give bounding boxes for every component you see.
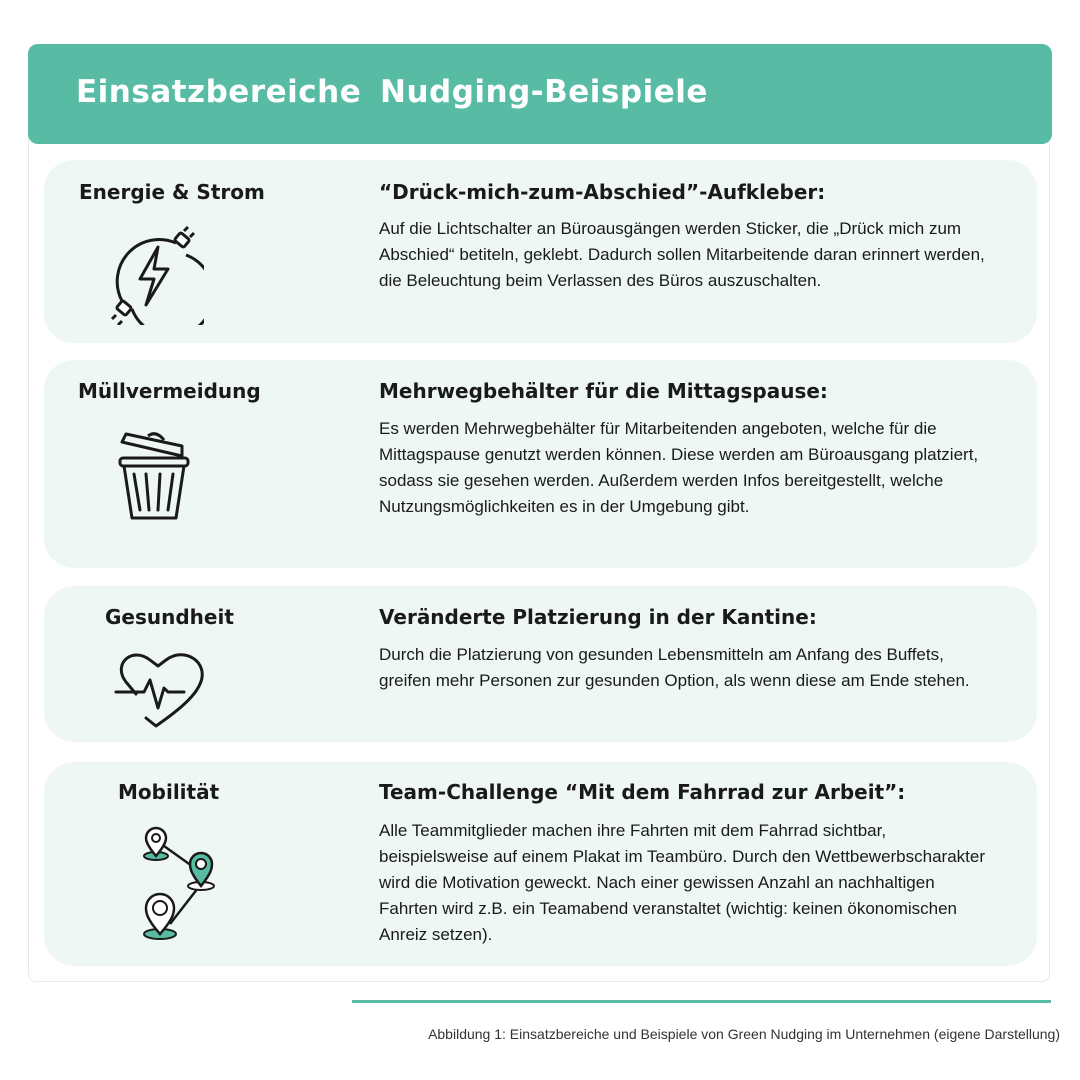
table-row bbox=[44, 360, 1037, 568]
energy-plug-icon bbox=[104, 225, 204, 325]
figure-caption: Abbildung 1: Einsatzbereiche und Beispiele von Green Nudging im Unternehmen (eigene Darstellung) bbox=[428, 1026, 1060, 1042]
example-title: Veränderte Platzierung in der Kantine: bbox=[379, 605, 817, 629]
route-pins-icon bbox=[134, 826, 226, 942]
example-description: Auf die Lichtschalter an Büroausgängen werden Sticker, die „Drück mich zum Abschied“ betiteln, geklebt. Dadurch sollen Mitarbeitende daran erinnert werden, die Beleuchtung beim Verlassen des Büros auszuschalten. bbox=[379, 219, 985, 290]
header-col-einsatzbereiche: Einsatzbereiche bbox=[76, 74, 362, 110]
example-description: Es werden Mehrwegbehälter für Mitarbeitenden angeboten, welche für die Mittagspause genutzt werden können. Diese werden am Büroausgang platziert, sodass sie gesehen werden. Außerdem werden Infos bereitgestellt, welche Nutzungsmöglichkeiten es in der Umgebung gibt. bbox=[379, 419, 979, 516]
category-label: Gesundheit bbox=[105, 605, 234, 629]
example-description: Durch die Platzierung von gesunden Lebensmitteln am Anfang des Buffets, greifen mehr Personen zur gesunden Option, als wenn diese am Ende stehen. bbox=[379, 645, 970, 690]
trash-can-icon bbox=[112, 426, 196, 524]
example-title: Team-Challenge “Mit dem Fahrrad zur Arbeit”: bbox=[379, 780, 906, 804]
category-label: Mobilität bbox=[118, 780, 220, 804]
category-label: Müllvermeidung bbox=[78, 379, 261, 403]
header-col-nudging-beispiele: Nudging-Beispiele bbox=[380, 74, 708, 110]
example-title: “Drück-mich-zum-Abschied”-Aufkleber: bbox=[379, 180, 826, 204]
table-row bbox=[44, 762, 1037, 966]
example-title: Mehrwegbehälter für die Mittagspause: bbox=[379, 379, 828, 403]
table-row bbox=[44, 160, 1037, 343]
category-label: Energie & Strom bbox=[79, 180, 265, 204]
caption-divider bbox=[352, 1000, 1051, 1003]
heart-pulse-icon bbox=[114, 650, 210, 730]
table-header bbox=[28, 44, 1052, 144]
table-row bbox=[44, 586, 1037, 742]
example-description: Alle Teammitglieder machen ihre Fahrten mit dem Fahrrad sichtbar, beispielsweise auf einem Plakat im Teambüro. Durch den Wettbewerbscharakter wird die Motivation geweckt. Nach einer gewissen Anzahl an nachhaltigen Fahrten wird z.B. ein Teamabend veranstaltet (wichtig: keinen ökonomischen Anreiz setzen). bbox=[379, 821, 985, 944]
